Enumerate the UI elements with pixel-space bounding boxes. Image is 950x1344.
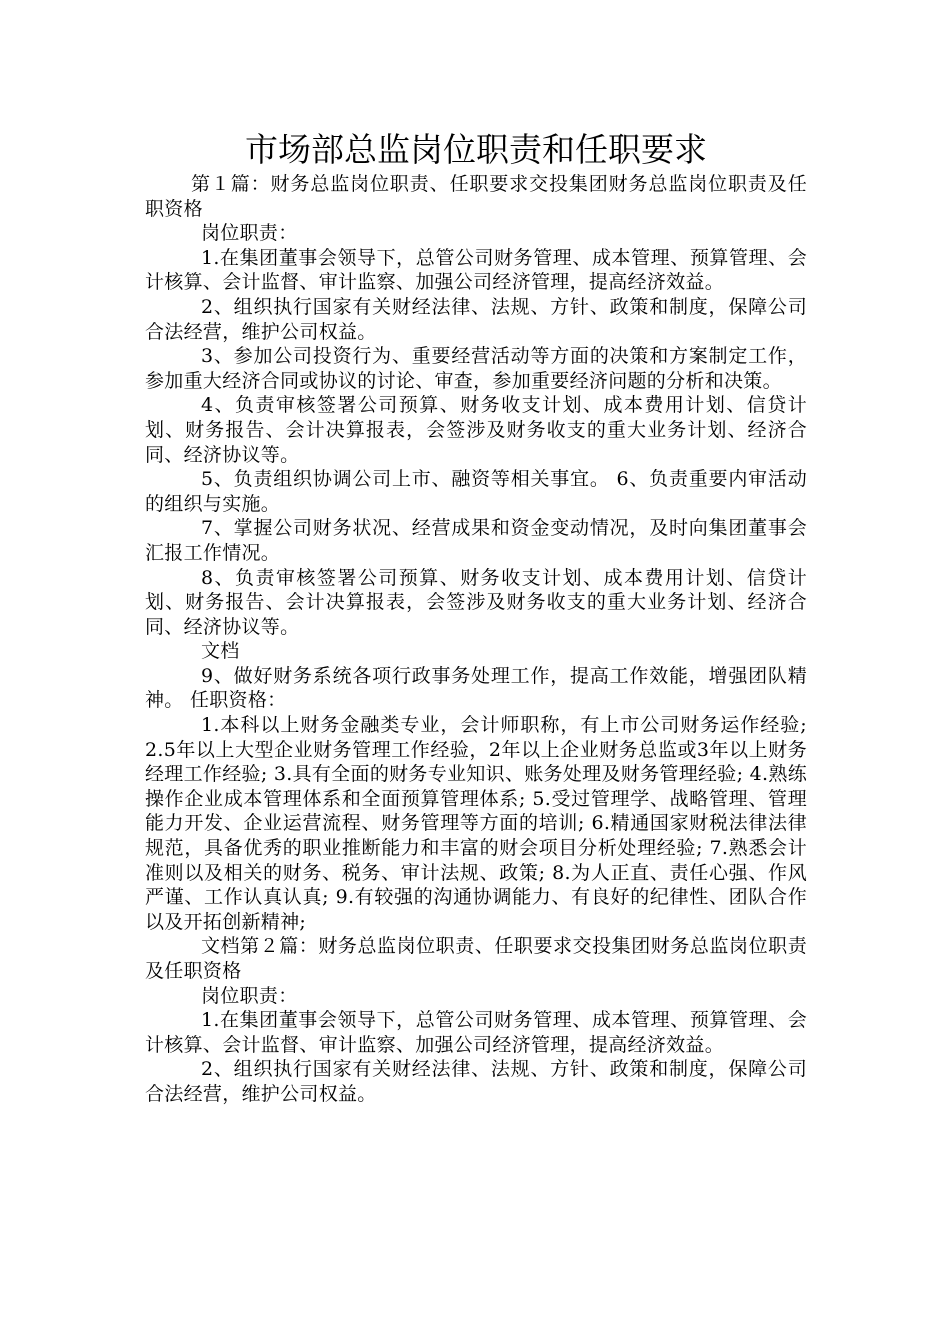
duty-item-5-6: 5、负责组织协调公司上市、融资等相关事宜。 6、负责重要内审活动的组织与实施。 bbox=[145, 468, 807, 515]
document-page bbox=[145, 128, 807, 1107]
duty-item-7: 7、掌握公司财务状况、经营成果和资金变动情况，及时向集团董事会汇报工作情况。 bbox=[145, 517, 807, 564]
duty-item-1: 1.在集团董事会领导下，总管公司财务管理、成本管理、预算管理、会计核算、会计监督、审计监察、加强公司经济管理，提高经济效益。 bbox=[145, 246, 807, 294]
doc-marker: 文档 bbox=[201, 640, 240, 663]
duty-item-1-repeat: 1.在集团董事会领导下，总管公司财务管理、成本管理、预算管理、会计核算、会计监督、审计监察、加强公司经济管理，提高经济效益。 bbox=[145, 1009, 807, 1056]
duty-item-3: 3、参加公司投资行为、重要经营活动等方面的决策和方案制定工作，参加重大经济合同或协议的讨论、审查，参加重要经济问题的分析和决策。 bbox=[145, 345, 807, 392]
label-duties-1: 岗位职责： bbox=[201, 222, 298, 245]
section-heading-1: 第１篇：财务总监岗位职责、任职要求交投集团财务总监岗位职责及任职资格 bbox=[145, 173, 807, 220]
duty-item-4: 4、负责审核签署公司预算、财务收支计划、成本费用计划、信贷计划、财务报告、会计决算报表，会签涉及财务收支的重大业务计划、经济合同、经济协议等。 bbox=[145, 394, 807, 466]
page-title: 市场部总监岗位职责和任职要求 bbox=[245, 130, 707, 169]
duty-item-9: 9、做好财务系统各项行政事务处理工作，提高工作效能，增强团队精神。 任职资格： bbox=[145, 664, 807, 712]
duty-item-2-repeat: 2、组织执行国家有关财经法律、法规、方针、政策和制度，保障公司合法经营，维护公司权益。 bbox=[145, 1058, 807, 1105]
duty-item-8: 8、负责审核签署公司预算、财务收支计划、成本费用计划、信贷计划、财务报告、会计决算报表，会签涉及财务收支的重大业务计划、经济合同、经济协议等。 bbox=[145, 566, 807, 638]
section-heading-2: 文档第２篇：财务总监岗位职责、任职要求交投集团财务总监岗位职责及任职资格 bbox=[145, 935, 807, 982]
label-duties-2: 岗位职责： bbox=[201, 984, 298, 1007]
qualifications: 1.本科以上财务金融类专业，会计师职称，有上市公司财务运作经验; 2.5年以上大型企业财务管理工作经验，2年以上企业财务总监或3年以上财务经理工作经验; 3.具有全面的财务专业知识、账务处理及财务管理经验; 4.熟练操作企业成本管理体系和全面预算管理体系; 5.受过管理学、战略管理、管理能力开发、企业运营流程、财务管理等方面的培训; 6.精通国家财税法律法律规范，具备优秀的职业推断能力和丰富的财会项目分析处理经验; 7.熟悉会计准则以及相关的财务、税务、审计法规、政策; 8.为人正直、责任心强、作风严谨、工作认真认真; 9.有较强的沟通协调能力、有良好的纪律性、团队合作以及开拓创新精神; bbox=[145, 714, 807, 933]
duty-item-2: 2、组织执行国家有关财经法律、法规、方针、政策和制度，保障公司合法经营，维护公司权益。 bbox=[145, 295, 807, 343]
